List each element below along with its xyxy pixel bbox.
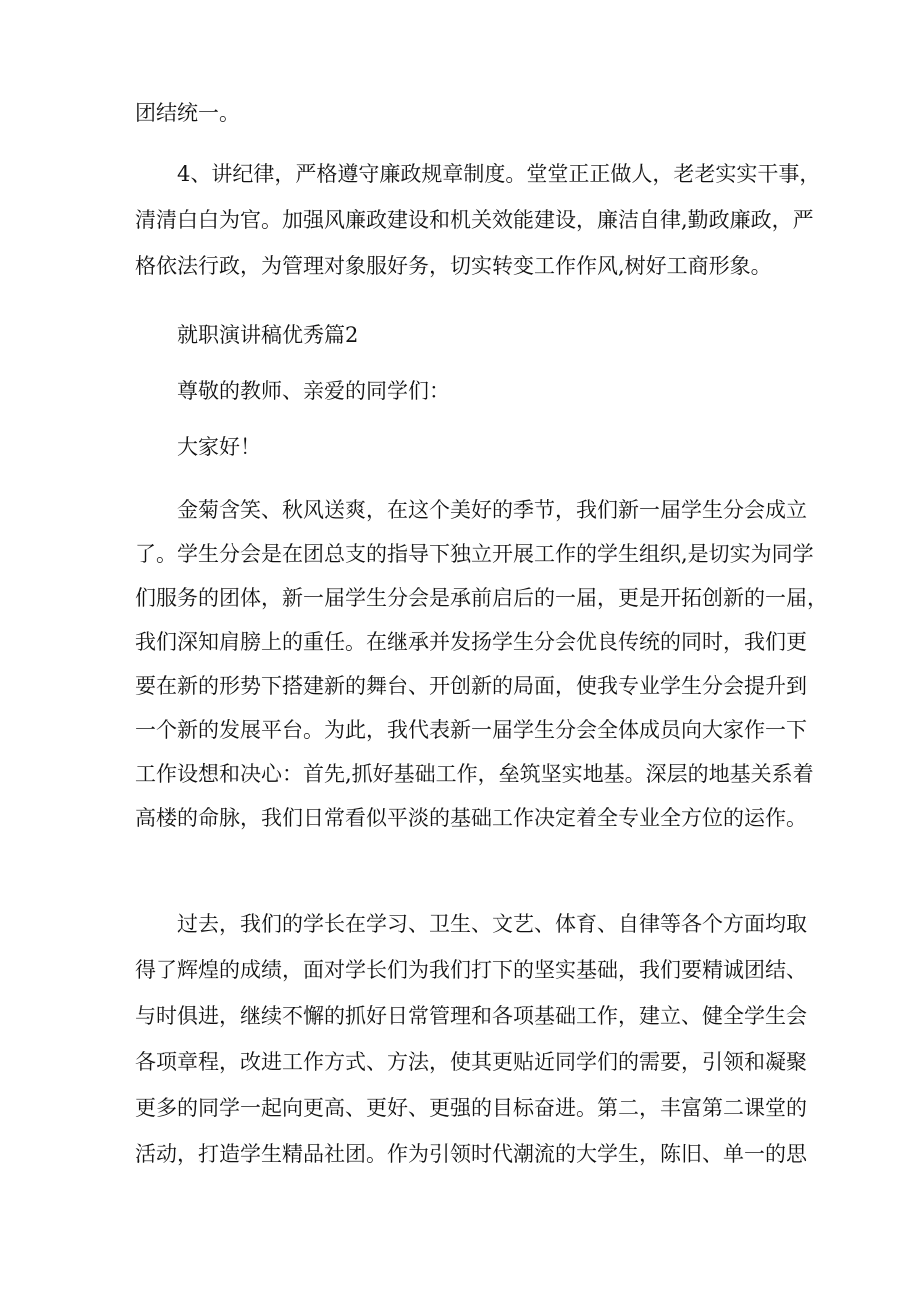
text-line: 与时俱进，继续不懈的抓好日常管理和各项基础工作，建立、健全学生会 bbox=[135, 1004, 807, 1028]
text-line: 各项章程，改进工作方式、方法，使其更贴近同学们的需要，引领和凝聚 bbox=[135, 1050, 807, 1074]
text-line: 了。学生分会是在团总支的指导下独立开展工作的学生组织,是切实为同学 bbox=[135, 542, 814, 566]
text-line: 活动，打造学生精品社团。作为引领时代潮流的大学生，陈旧、单一的思 bbox=[135, 1142, 807, 1166]
paragraph-intro bbox=[135, 493, 828, 835]
paragraph-past bbox=[135, 907, 807, 1171]
text-line: 我们深知肩膀上的重任。在继承并发扬学生分会优良传统的同时，我们更 bbox=[135, 630, 807, 654]
text-line: 更多的同学一起向更高、更好、更强的目标奋进。第二，丰富第二课堂的 bbox=[135, 1096, 807, 1120]
salutation-text: 尊敬的教师、亲爱的同学们： bbox=[177, 379, 450, 403]
section-heading bbox=[135, 318, 785, 352]
text-line: 金菊含笑、秋风送爽，在这个美好的季节，我们新一届学生分会成立 bbox=[177, 498, 807, 522]
paragraph-discipline bbox=[135, 157, 821, 283]
greeting bbox=[135, 430, 785, 464]
text-line: 4、讲纪律，严格遵守廉政规章制度。堂堂正正做人，老老实实干事， bbox=[177, 162, 821, 186]
section-title: 就职演讲稿优秀篇2 bbox=[177, 323, 359, 347]
text-line: 团结统一。 bbox=[135, 101, 240, 125]
text-line: 过去，我们的学长在学习、卫生、文艺、体育、自律等各个方面均取 bbox=[177, 912, 807, 936]
text-line: 格依法行政，为管理对象服好务，切实转变工作作风,树好工商形象。 bbox=[135, 254, 772, 278]
text-line: 得了辉煌的成绩，面对学长们为我们打下的坚实基础，我们要精诚团结、 bbox=[135, 958, 807, 982]
salutation bbox=[135, 374, 785, 408]
text-line: 高楼的命脉，我们日常看似平淡的基础工作决定着全专业全方位的运作。 bbox=[135, 806, 807, 830]
text-line: 工作设想和决心：首先,抓好基础工作，垒筑坚实地基。深层的地基关系着 bbox=[135, 762, 814, 786]
text-line: 们服务的团体，新一届学生分会是承前启后的一届，更是开拓创新的一届， bbox=[135, 586, 828, 610]
text-line: 要在新的形势下搭建新的舞台、开创新的局面，使我专业学生分会提升到 bbox=[135, 674, 807, 698]
text-line: 清清白白为官。加强风廉政建设和机关效能建设，廉洁自律,勤政廉政，严 bbox=[135, 208, 814, 232]
paragraph-continuation bbox=[135, 96, 785, 130]
greeting-text: 大家好！ bbox=[177, 435, 261, 459]
text-line: 一个新的发展平台。为此，我代表新一届学生分会全体成员向大家作一下 bbox=[135, 718, 807, 742]
